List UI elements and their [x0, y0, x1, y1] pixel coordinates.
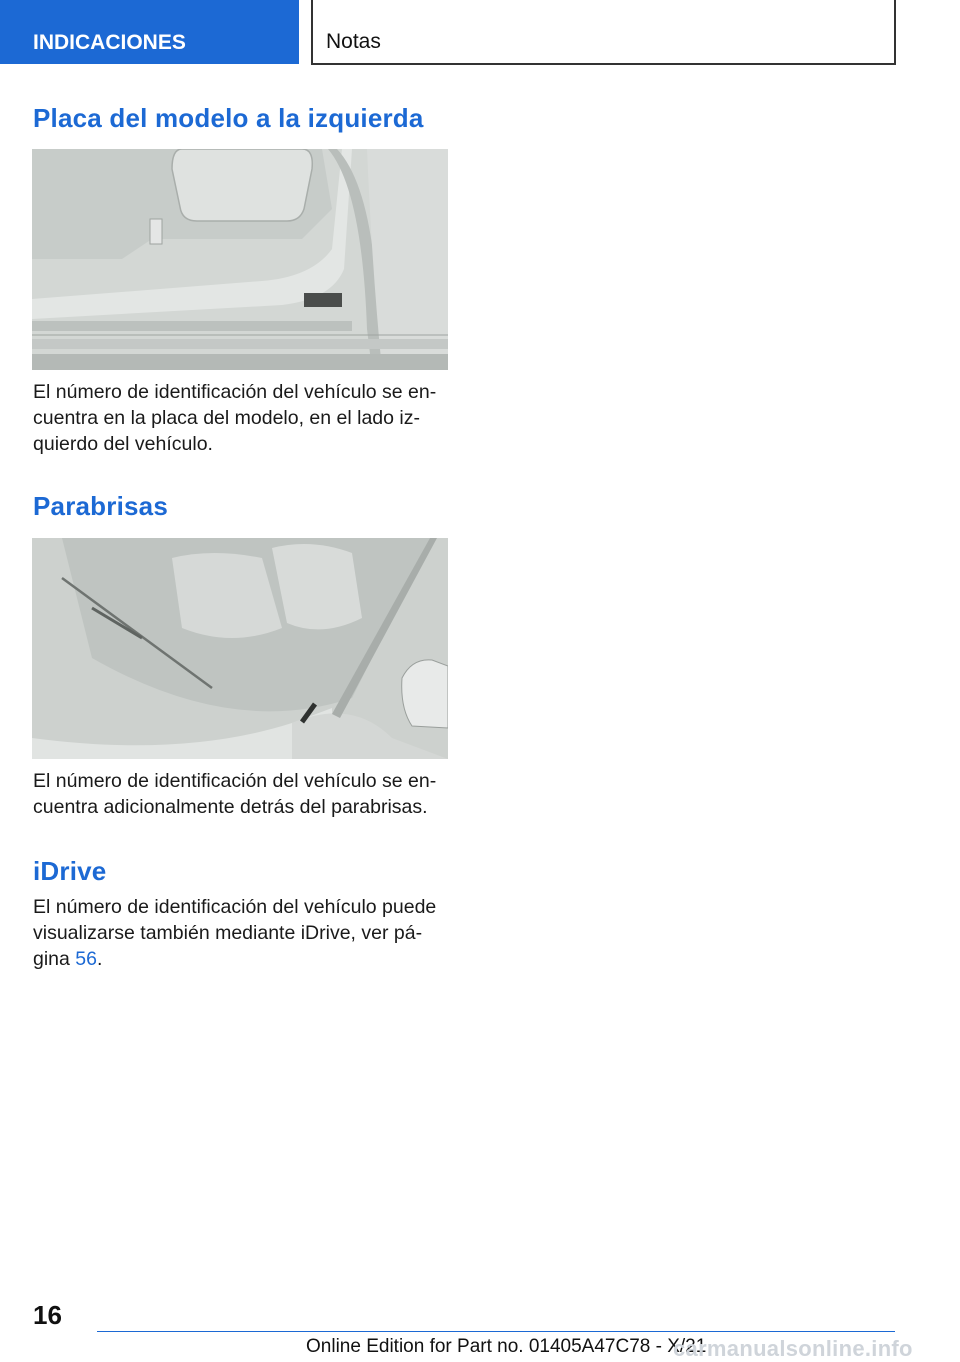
- page-link-56[interactable]: 56: [75, 948, 97, 970]
- section-title-idrive: iDrive: [33, 856, 107, 886]
- section-title-placa: Placa del modelo a la izquierda: [33, 103, 424, 133]
- subsection-title: Notas: [311, 0, 896, 65]
- page-number: 16: [33, 1300, 62, 1330]
- placa-description: El número de identificación del vehículo se en- cuentra en la placa del modelo, en el lado iz- quierdo del vehículo.: [33, 381, 437, 455]
- footer-divider: [97, 1331, 895, 1332]
- parabrisas-description: El número de identificación del vehículo se en- cuentra adicionalmente detrás del parabrisas.: [33, 770, 437, 818]
- idrive-description: El número de identificación del vehículo puede visualizarse también mediante iDrive, ver pá- gina 56.: [33, 896, 437, 970]
- watermark: carmanualsonline.info: [673, 1336, 913, 1361]
- door-sill-label-illustration: [32, 149, 448, 370]
- windshield-label-illustration: [32, 538, 448, 759]
- footer-edition: Online Edition for Part no. 01405A47C78 - X/21: [306, 1336, 707, 1357]
- section-tab: INDICACIONES: [0, 0, 299, 64]
- section-title-parabrisas: Parabrisas: [33, 491, 168, 521]
